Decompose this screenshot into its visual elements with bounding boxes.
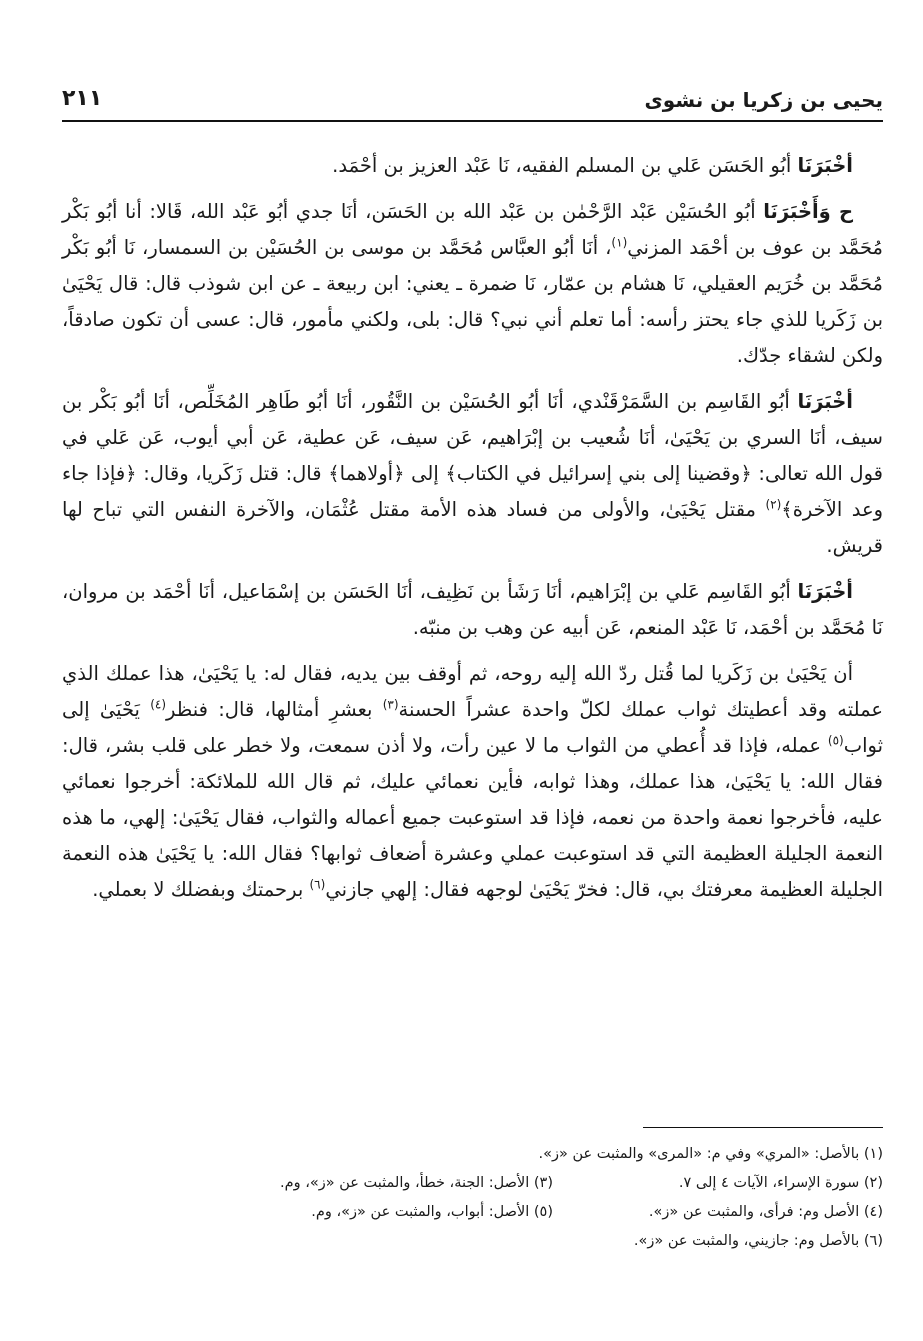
paragraph-1 <box>62 148 883 184</box>
footnote-row <box>62 1169 883 1198</box>
paragraph-text: أبُو الحَسَن عَلي بن المسلم الفقيه، نَا عَبْد العزيز بن أحْمَد. <box>332 154 798 177</box>
paragraph-lead: ح وَأَخْبَرَنَا <box>763 200 853 223</box>
footnote-ref: (٥) <box>827 733 844 748</box>
footnote-row <box>62 1198 883 1227</box>
paragraph-lead: أخْبَرَنَا <box>797 390 853 413</box>
footnote-ref: (٣) <box>382 697 399 712</box>
paragraph-5 <box>62 656 883 908</box>
footnote-ref: (١) <box>611 235 628 250</box>
running-title: يحيى بن زكريا بن نشوى <box>644 88 883 112</box>
paragraph-text: أبُو الحُسَيْن عَبْد الرَّحْمٰن بن عَبْد الله بن الحَسَن، أنَا جدي أبُو عَبْد الله، قَالا: أنا أبُو بَكْر مُحَمَّد بن عوف بن أحْمَد المزني <box>62 200 883 259</box>
paragraph-text: أبُو القَاسِم بن السَّمَرْقَنْدي، أنَا أبُو الحُسَيْن بن النَّقُور، أنَا أبُو طَاهِر المُخَلِّص، أنَا أبُو بَكْر بن سيف، أنَا السري بن يَحْيَىٰ، أنَا شُعيب بن إبْرَاهيم، عَن سيف، عَن عطية، عَن أبي أيوب، عَن عَلي في قول الله تعالى: ﴿وقضينا إلى بني إسرائيل في الكتاب﴾ إلى ﴿أولاهما﴾ قال: قتل زَكَريا، وقال: ﴿فإذا جاء وعد الآخرة﴾ <box>62 390 884 521</box>
paragraph-text: عمله، فإذا قد أُعطي من الثواب ما لا عين رأت، ولا أذن سمعت، ولا خطر على قلب بشر، قال: فقال الله: يا يَحْيَىٰ، هذا عملك، وهذا ثوابه، فأين نعمائي عليك، ثم قال الله للملائكة: أخرجوا نعمائي عليه، فأخرجوا نعمة واحدة من نعمه، فإذا قد استوعبت جميع أعماله والثواب، فقال يَحْيَىٰ: إلهي، ما هذه النعمة الجليلة العظيمة التي قد استوعبت عملي وعشرة أضعاف ثوابها؟ فقال الله: يا يَحْيَىٰ هذه النعمة الجليلة العظيمة معرفتك بي، قال: فخرّ يَحْيَىٰ لوجهه فقال: إلهي جازني <box>62 734 883 901</box>
paragraph-text: برحمتك وبفضلك لا بعملي. <box>92 878 310 901</box>
footnote-row <box>62 1227 883 1256</box>
footnote-1: (١) بالأصل: «المري» وفي م: «المرى» والمثبت عن «ز». <box>538 1146 883 1162</box>
footnote-ref: (٦) <box>309 877 326 892</box>
paragraph-3 <box>62 384 883 564</box>
paragraph-4 <box>62 574 883 646</box>
footnote-5: (٥) الأصل: أبواب، والمثبت عن «ز»، وم. <box>311 1204 553 1220</box>
paragraph-text: ، أنَا أبُو العبَّاس مُحَمَّد بن موسى بن الحُسَيْن بن السمسار، نَا أبُو بَكْر مُحَمَّد بن خُرَيم العقيلي، نَا هشام بن عمّار، نَا ضمرة ـ يعني: ابن ربيعة ـ عن ابن شوذب قال: قال يَحْيَىٰ بن زَكَريا للذي جاء يحتز رأسه: أما تعلم أني نبي؟ قال: بلى، ولكني مأمور، قال: عسى أن تكون صادقاً، ولكن لشقاء جدّك. <box>62 236 883 367</box>
paragraph-2 <box>62 194 883 374</box>
footnote-divider <box>643 1127 883 1128</box>
paragraph-lead: أخْبَرَنَا <box>797 154 853 177</box>
footnotes <box>62 1127 883 1256</box>
footnote-4: (٤) الأصل وم: فرأى، والمثبت عن «ز». <box>648 1204 883 1220</box>
footnote-3: (٣) الأصل: الجنة، خطأ، والمثبت عن «ز»، وم. <box>280 1175 553 1191</box>
page-header <box>62 84 883 122</box>
footnote-2: (٢) سورة الإسراء، الآيات ٤ إلى ٧. <box>678 1175 883 1191</box>
paragraph-lead: أخْبَرَنَا <box>797 580 853 603</box>
footnote-ref: (٢) <box>765 497 782 512</box>
paragraph-text: أن يَحْيَىٰ بن زَكَريا لما قُتل ردّ الله إليه روحه، ثم أوقف بين يديه، فقال له: يا يَحْيَىٰ، هذا عملك الذي عملته وقد أعطيتك ثواب عملك لكلّ واحدة عشراً الحسنة <box>62 662 883 721</box>
footnote-ref: (٤) <box>150 697 167 712</box>
paragraph-text: يَحْيَىٰ إلى ثواب <box>62 698 883 757</box>
paragraph-text: مقتل يَحْيَىٰ، والأولى من فساد هذه الأمة مقتل عُثْمَان، والآخرة النفس التي تباح لها قريش. <box>62 498 883 557</box>
main-text <box>62 148 883 908</box>
paragraph-text: أبُو القَاسِم عَلي بن إبْرَاهيم، أنَا رَشَأ بن نَظِيف، أنَا الحَسَن بن إسْمَاعيل، أنَا أحْمَد بن مروان، نَا مُحَمَّد بن أحْمَد، نَا عَبْد المنعم، عَن أبيه عن وهب بن منبّه. <box>62 580 883 639</box>
footnote-row <box>62 1140 883 1169</box>
paragraph-text: بعشرِ أمثالها، قال: فنظر <box>166 698 383 721</box>
page-number: ٢١١ <box>62 86 103 111</box>
footnote-6: (٦) بالأصل وم: جازيني، والمثبت عن «ز». <box>633 1233 883 1249</box>
